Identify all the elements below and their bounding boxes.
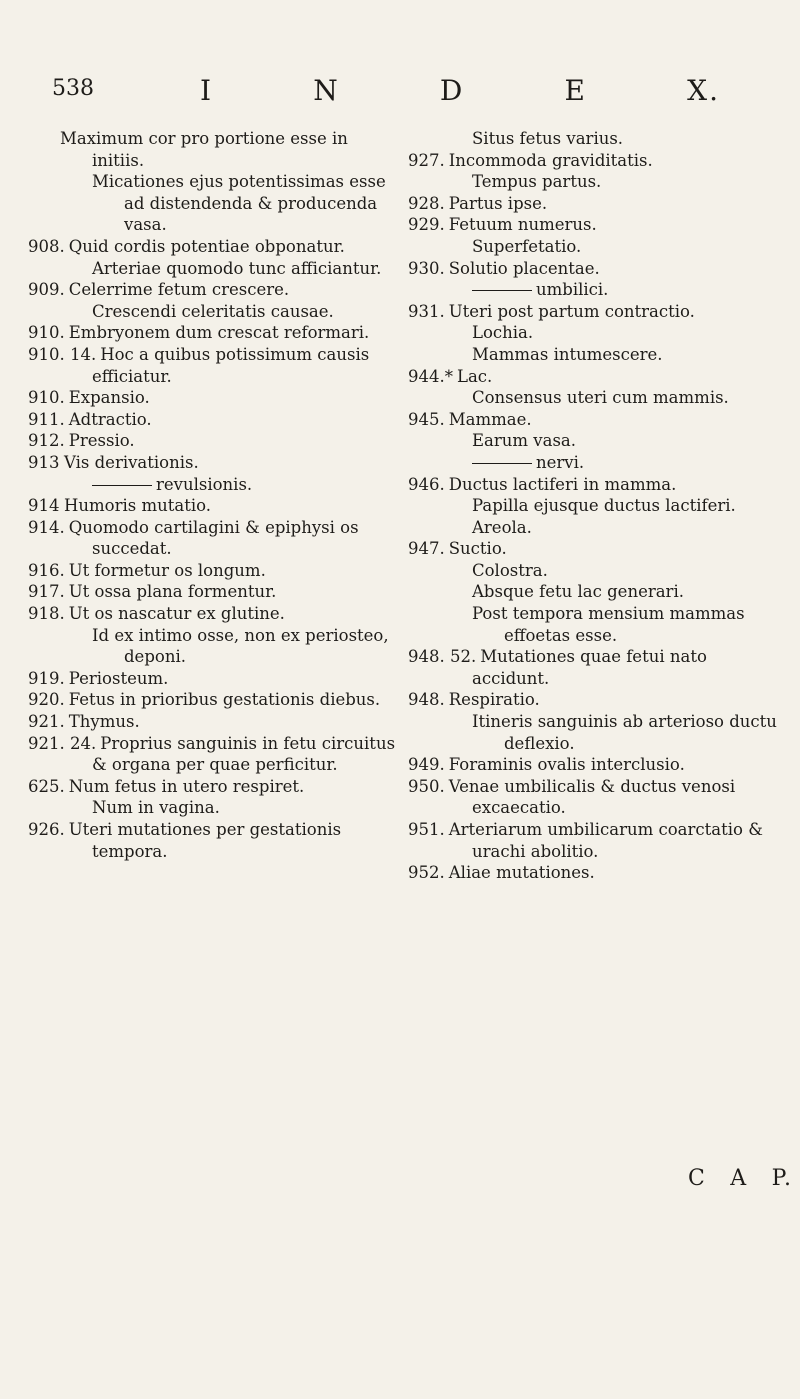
index-entry xyxy=(60,625,398,668)
index-entry xyxy=(28,517,398,560)
index-entry xyxy=(28,581,398,603)
index-entry xyxy=(408,193,780,215)
index-entry xyxy=(28,819,398,862)
entry-text: Crescendi celeritatis causae. xyxy=(92,301,334,321)
entry-text: Earum vasa. xyxy=(472,431,576,451)
index-entry xyxy=(28,409,398,431)
entry-number: 921. xyxy=(28,712,65,732)
entry-text: Uteri post partum contractio. xyxy=(448,301,695,321)
ditto-dash xyxy=(472,463,532,464)
index-entry xyxy=(408,409,780,431)
index-entry xyxy=(440,387,780,409)
index-entry xyxy=(440,322,780,344)
catchword-letter: C xyxy=(688,1166,707,1191)
index-entry xyxy=(440,495,780,517)
entry-number: 951. xyxy=(408,820,445,839)
index-entry xyxy=(408,301,780,323)
entry-number: 911. xyxy=(28,409,65,429)
entry-text: Mammas intumescere. xyxy=(472,344,663,364)
entry-number: 944.* xyxy=(408,366,453,386)
entry-number: 927. xyxy=(408,150,445,170)
entry-number: 929. xyxy=(408,215,445,235)
entry-text: Itineris sanguinis ab arterioso ductu deflexio. xyxy=(472,712,777,753)
index-entry xyxy=(28,733,398,776)
index-entry xyxy=(28,776,398,798)
index-entry xyxy=(440,279,780,301)
index-entry xyxy=(28,387,398,409)
entry-text: Lochia. xyxy=(472,323,534,343)
entry-number: 912. xyxy=(28,431,65,451)
index-entry xyxy=(28,430,398,452)
index-entry xyxy=(60,301,398,323)
entry-text: Consensus uteri cum mammis. xyxy=(472,388,729,408)
entry-text: Pressio. xyxy=(68,431,135,451)
entry-number: 920. xyxy=(28,690,65,710)
entry-text: Humoris mutatio. xyxy=(64,496,212,516)
entry-text: Vis derivationis. xyxy=(64,452,199,472)
index-entry xyxy=(440,452,780,474)
index-entry xyxy=(28,344,398,387)
entry-text: Arteriae quomodo tunc afficiantur. xyxy=(92,258,382,278)
index-entry xyxy=(28,603,398,625)
title-letter: I xyxy=(200,74,214,107)
entry-text: Fetuum numerus. xyxy=(448,215,597,235)
entry-text: Periosteum. xyxy=(68,668,169,688)
entry-text: Post tempora mensium mammas effoetas esse. xyxy=(472,604,745,645)
index-entry xyxy=(408,474,780,496)
index-entry xyxy=(28,668,398,690)
entry-text: Quid cordis potentiae obponatur. xyxy=(68,236,345,256)
title-letter: N xyxy=(313,74,340,107)
entry-text: Tempus partus. xyxy=(472,172,602,192)
entry-text: Embryonem dum crescat reformari. xyxy=(68,323,370,343)
entry-text: nervi. xyxy=(536,452,585,472)
entry-text: Fetus in prioribus gestationis diebus. xyxy=(68,690,381,710)
entry-number: 910. 14. xyxy=(28,344,97,364)
index-entry xyxy=(60,128,398,171)
entry-text: Proprius sanguinis in fetu circuitus & organa per quae perficitur. xyxy=(92,733,396,775)
entry-text: Thymus. xyxy=(68,712,140,732)
entry-text: Foraminis ovalis interclusio. xyxy=(448,755,685,775)
entry-text: Absque fetu lac generari. xyxy=(472,582,684,602)
index-entry xyxy=(440,171,780,193)
ditto-dash xyxy=(472,290,532,291)
index-entry xyxy=(440,430,780,452)
entry-number: 930. xyxy=(408,258,445,278)
entry-number: 917. xyxy=(28,582,65,602)
entry-number: 914. xyxy=(28,517,65,537)
index-entry xyxy=(408,754,780,776)
index-entry xyxy=(28,279,398,301)
index-entry xyxy=(28,689,398,711)
index-entry xyxy=(408,689,780,711)
entry-text: Suctio. xyxy=(448,539,507,559)
entry-text: Ductus lactiferi in mamma. xyxy=(448,474,677,494)
entry-text: Celerrime fetum crescere. xyxy=(68,280,290,300)
catchword xyxy=(688,1166,793,1191)
entry-number: 948. xyxy=(408,690,445,710)
index-entry xyxy=(28,711,398,733)
entry-number: 919. xyxy=(28,668,65,688)
index-entry xyxy=(440,236,780,258)
entry-text: Adtractio. xyxy=(68,409,152,429)
index-entry xyxy=(440,603,780,646)
entry-text: Expansio. xyxy=(68,388,150,408)
entry-text: Num fetus in utero respiret. xyxy=(68,776,305,796)
entry-text: Venae umbilicalis & ductus venosi excaecatio. xyxy=(448,776,736,818)
index-entry xyxy=(60,171,398,236)
entry-number: 926. xyxy=(28,820,65,839)
index-entry xyxy=(408,366,780,388)
title-letter: D xyxy=(439,74,465,107)
index-entry xyxy=(28,322,398,344)
entry-number: 908. xyxy=(28,236,65,256)
page-number: 538 xyxy=(52,76,94,101)
entry-text: Lac. xyxy=(457,366,493,386)
index-entry xyxy=(408,214,780,236)
index-entry xyxy=(60,258,398,280)
index-entry xyxy=(440,344,780,366)
catchword-letter: A xyxy=(730,1166,749,1191)
entry-text: Papilla ejusque ductus lactiferi. xyxy=(472,496,736,516)
entry-text: Aliae mutationes. xyxy=(448,863,595,883)
entry-text: Situs fetus varius. xyxy=(472,129,624,148)
ditto-dash xyxy=(92,485,152,486)
index-entry xyxy=(408,819,780,862)
entry-text: umbilici. xyxy=(536,280,609,300)
right-column xyxy=(408,128,780,884)
entry-number: 931. xyxy=(408,301,445,321)
index-entry xyxy=(440,128,780,150)
index-entry: 913 Vis derivationis. xyxy=(28,452,199,472)
entry-text: Id ex intimo osse, non ex periosteo, deponi. xyxy=(92,625,389,667)
entry-number: 947. xyxy=(408,539,445,559)
entry-text: Micationes ejus potentissimas esse ad distendenda & producenda vasa. xyxy=(92,172,386,235)
index-entry xyxy=(440,711,780,754)
index-entry xyxy=(408,776,780,819)
index-entry: 914 Humoris mutatio. xyxy=(28,496,212,516)
entry-number: 625. xyxy=(28,776,65,796)
entry-number: 909. xyxy=(28,280,65,300)
entry-text: Mutationes quae fetui nato accidunt. xyxy=(472,647,707,688)
entry-number: 916. xyxy=(28,560,65,580)
entry-number: 918. xyxy=(28,604,65,624)
entry-text: Quomodo cartilagini & epiphysi os succedat. xyxy=(68,517,359,559)
index-entry xyxy=(440,581,780,603)
entry-number: 910. xyxy=(28,388,65,408)
entry-text: Mammae. xyxy=(448,409,532,429)
index-entry xyxy=(28,236,398,258)
index-entry xyxy=(440,517,780,539)
entry-number: 921. 24. xyxy=(28,733,97,753)
left-column xyxy=(28,128,398,862)
entry-number: 910. xyxy=(28,323,65,343)
entry-text: Colostra. xyxy=(472,560,548,580)
entry-text: Hoc a quibus potissimum causis efficiatur. xyxy=(92,344,370,386)
entry-text: Superfetatio. xyxy=(472,236,582,256)
index-entry xyxy=(440,560,780,582)
index-entry xyxy=(60,474,398,496)
entry-text: Ut os nascatur ex glutine. xyxy=(68,604,285,624)
entry-text: Solutio placentae. xyxy=(448,258,600,278)
index-entry xyxy=(408,538,780,560)
index-entry xyxy=(60,797,398,819)
entry-text: Ut formetur os longum. xyxy=(68,560,266,580)
entry-number: 946. xyxy=(408,474,445,494)
entry-text: Uteri mutationes per gestationis tempora. xyxy=(68,820,342,861)
catchword-letter: P. xyxy=(771,1166,793,1191)
entry-text: Num in vagina. xyxy=(92,798,220,818)
entry-text: Maximum cor pro portione esse in initiis. xyxy=(60,129,348,170)
entry-number: 952. xyxy=(408,863,445,883)
title-letter: E xyxy=(564,74,587,107)
entry-text: Areola. xyxy=(472,517,532,537)
entry-text: Ut ossa plana formentur. xyxy=(68,582,277,602)
index-entry xyxy=(408,862,780,884)
entry-number: 950. xyxy=(408,776,445,796)
entry-text: Incommoda graviditatis. xyxy=(448,150,653,170)
entry-number: 928. xyxy=(408,193,445,213)
index-entry xyxy=(408,150,780,172)
index-entry xyxy=(28,560,398,582)
entry-number: 948. 52. xyxy=(408,647,477,667)
entry-number: 949. xyxy=(408,755,445,775)
index-entry xyxy=(408,258,780,280)
page-header xyxy=(52,74,742,114)
running-title xyxy=(200,74,720,107)
entry-text: Partus ipse. xyxy=(448,193,548,213)
title-letter: X. xyxy=(687,74,720,107)
index-entry xyxy=(408,646,780,689)
entry-text: Arteriarum umbilicarum coarctatio & urachi abolitio. xyxy=(448,820,763,861)
entry-text: Respiratio. xyxy=(448,690,540,710)
entry-number: 945. xyxy=(408,409,445,429)
entry-text: revulsionis. xyxy=(156,474,253,494)
